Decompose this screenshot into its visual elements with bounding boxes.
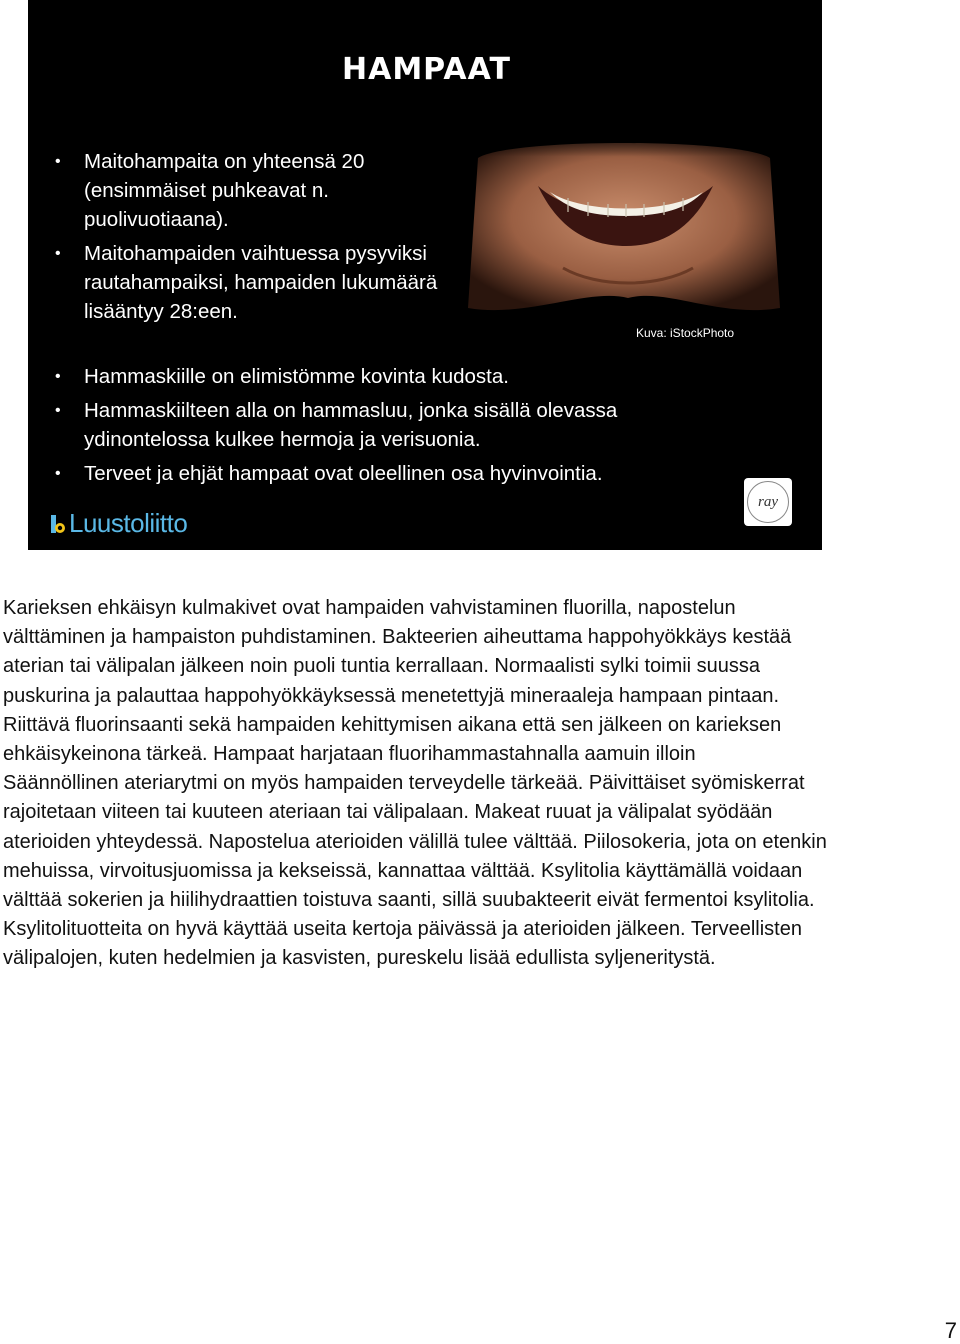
- bullet-icon: •: [55, 465, 61, 482]
- luustoliitto-logo-icon: [50, 511, 66, 535]
- bullet-icon: •: [55, 245, 61, 262]
- list-item: • Hammaskiilteen alla on hammasluu, jonka sisällä olevassa ydinontelossa kulkee hermoja ja verisuonia.: [28, 396, 728, 454]
- photo-credit: Kuva: iStockPhoto: [636, 326, 735, 340]
- bullet-list-bottom: [28, 362, 728, 488]
- bullet-icon: •: [55, 153, 61, 170]
- slide-image: [28, 0, 822, 550]
- ray-badge: [744, 478, 792, 526]
- ray-logo: ray: [747, 481, 789, 523]
- bullet-icon: •: [55, 402, 61, 419]
- smile-photo: [468, 128, 780, 318]
- list-item: • Maitohampaita on yhteensä 20 (ensimmäiset puhkeavat n. puolivuotiaana).: [28, 147, 468, 234]
- page-number: 7: [944, 1318, 957, 1343]
- paragraph: Riittävä fluorinsaanti sekä hampaiden kehittymisen aikana että sen jälkeen on karieksen ehkäisykeinona tärkeä. Hampaat harjataan fluorihammastahnalla aamuin illoin: [3, 713, 782, 766]
- body-text: [3, 594, 843, 974]
- list-item: • Hammaskiille on elimistömme kovinta kudosta.: [28, 362, 728, 391]
- slide-title: HAMPAAT: [342, 52, 511, 87]
- logo-text: Luustoliitto: [69, 507, 188, 538]
- paragraph: Säännöllinen ateriarytmi on myös hampaiden terveydelle tärkeää. Päivittäiset syömiskerrat rajoitetaan viiteen tai kuuteen ateriaan tai välipalaan. Makeat ruuat ja välipalat syödään aterioiden yhteydessä. Napostelua aterioiden välillä tulee välttää. Piilosokeria, jota on etenkin mehuissa, virvoitusjuomissa ja kekseissä, kannattaa välttää. Ksylitolia käyttämällä voidaan välttää sokerien ja hiilihydraattien toistuva saanti, sillä suubakteerit eivät fermentoi ksylitolia. Ksylitolituotteita on hyvä käyttää useita kertoja päivässä ja aterioiden jälkeen. Terveellisten välipalojen, kuten hedelmien ja kasvisten, pureskelu lisää edullista syljeneritystä.: [3, 772, 827, 970]
- bullet-icon: •: [55, 368, 61, 385]
- list-item: • Terveet ja ehjät hampaat ovat oleellinen osa hyvinvointia.: [28, 459, 728, 488]
- luustoliitto-logo: [50, 506, 187, 540]
- bullet-list-top: [28, 147, 468, 326]
- list-item: • Maitohampaiden vaihtuessa pysyviksi rautahampaiksi, hampaiden lukumäärä lisääntyy 28:een.: [28, 239, 468, 326]
- paragraph: Karieksen ehkäisyn kulmakivet ovat hampaiden vahvistaminen fluorilla, napostelun välttäminen ja hampaiston puhdistaminen. Bakteerien aiheuttama happohyökkäys kestää aterian tai välipalan jälkeen noin puoli tuntia kerrallaan. Normaalisti sylki toimii suussa puskurina ja palauttaa happohyökkäyksessä menetettyjä mineraaleja hampaan pintaan.: [3, 597, 792, 707]
